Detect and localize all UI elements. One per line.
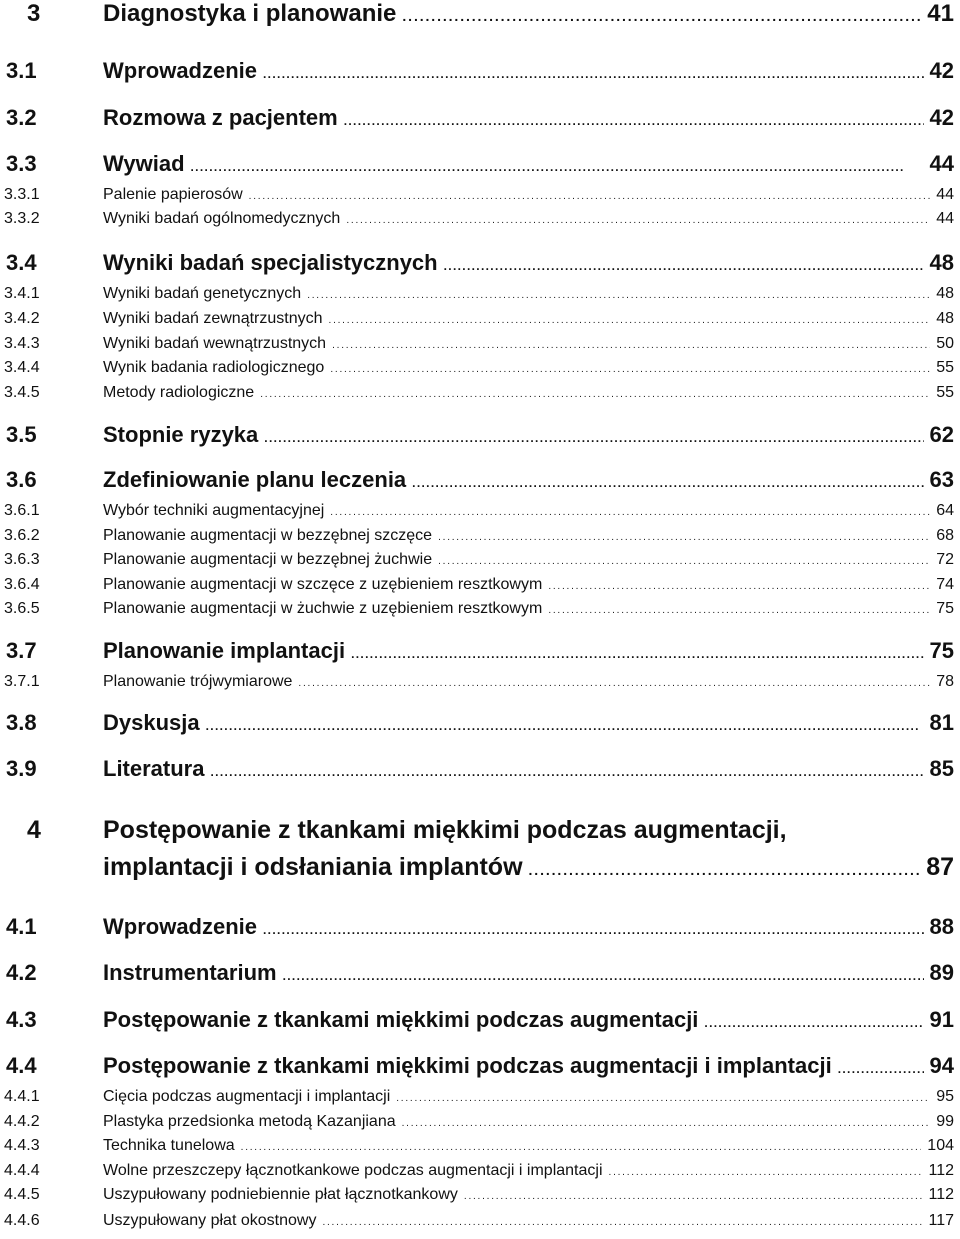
page-number: 50 <box>936 335 954 352</box>
entry-number: 4.4.3 <box>4 1137 40 1154</box>
dot-leader <box>260 389 930 400</box>
dot-leader <box>206 719 924 733</box>
page-number: 55 <box>936 384 954 401</box>
page-number: 104 <box>927 1137 954 1154</box>
dot-leader <box>412 476 923 490</box>
page-number: 81 <box>929 710 954 735</box>
entry-title[interactable]: Postępowanie z tkankami miękkimi podczas augmentacji i implantacji <box>103 1053 832 1078</box>
entry-number: 3.1 <box>6 58 37 83</box>
entry-title[interactable]: Uszypułowany płat okostnowy <box>103 1212 317 1229</box>
dot-leader <box>298 678 930 689</box>
page-number: 44 <box>929 151 954 176</box>
entry-number: 4.4.5 <box>4 1186 40 1203</box>
entry-title[interactable]: Wybór techniki augmentacyjnej <box>103 502 325 519</box>
entry-number: 3.5 <box>6 422 37 447</box>
dot-leader <box>464 1191 923 1202</box>
entry-title[interactable]: Planowanie augmentacji w szczęce z uzębieniem resztkowym <box>103 576 543 593</box>
entry-title[interactable]: Cięcia podczas augmentacji i implantacji <box>103 1088 391 1105</box>
page-number: 44 <box>936 210 954 227</box>
page-number: 112 <box>928 1162 954 1179</box>
page-number: 78 <box>936 673 954 690</box>
dot-leader <box>329 315 931 326</box>
entry-number: 3.4.3 <box>4 335 40 352</box>
page-number: 99 <box>936 1113 954 1130</box>
page-number: 117 <box>928 1212 954 1229</box>
entry-number: 3.3.1 <box>4 186 40 203</box>
entry-number: 3.6.2 <box>4 527 40 544</box>
dot-leader <box>264 431 923 445</box>
entry-title[interactable]: Technika tunelowa <box>103 1137 235 1154</box>
chapter-number: 4 <box>27 816 41 844</box>
dot-leader <box>249 191 931 202</box>
page-number: 88 <box>929 914 954 939</box>
entry-number: 3.6.4 <box>4 576 40 593</box>
entry-title[interactable]: Wynik badania radiologicznego <box>103 359 325 376</box>
entry-number: 3.4.2 <box>4 310 40 327</box>
entry-number: 3.6.5 <box>4 600 40 617</box>
dot-leader <box>444 259 924 273</box>
entry-number: 3.8 <box>6 710 37 735</box>
entry-number: 4.4.2 <box>4 1113 40 1130</box>
entry-title[interactable]: Wprowadzenie <box>103 58 258 83</box>
dot-leader <box>704 1016 923 1030</box>
entry-title[interactable]: Wolne przeszczepy łącznotkankowe podczas augmentacji i implantacji <box>103 1162 603 1179</box>
page-number: 75 <box>936 600 954 617</box>
dot-leader <box>322 1217 922 1228</box>
entry-title[interactable]: Wyniki badań ogólnomedycznych <box>103 210 341 227</box>
entry-title[interactable]: Planowanie trójwymiarowe <box>103 673 293 690</box>
page-number: 63 <box>929 467 954 492</box>
entry-number: 3.6.1 <box>4 502 40 519</box>
page-number: 64 <box>936 502 954 519</box>
entry-title[interactable]: Wprowadzenie <box>103 914 258 939</box>
entry-title[interactable]: Palenie papierosów <box>103 186 243 203</box>
page-number: 75 <box>929 638 954 663</box>
entry-title[interactable]: Wyniki badań specjalistycznych <box>103 250 438 275</box>
dot-leader <box>241 1142 922 1153</box>
dot-leader <box>191 160 924 174</box>
page-number: 74 <box>936 576 954 593</box>
entry-number: 3.7.1 <box>4 673 40 690</box>
dot-leader <box>838 1062 924 1076</box>
chapter-title-line-1[interactable]: Postępowanie z tkankami miękkimi podczas augmentacji, <box>103 816 787 844</box>
page-number: 85 <box>929 756 954 781</box>
entry-title[interactable]: Literatura <box>103 756 205 781</box>
entry-number: 3.6 <box>6 467 37 492</box>
entry-title[interactable]: Postępowanie z tkankami miękkimi podczas augmentacji <box>103 1007 699 1032</box>
entry-number: 4.4.6 <box>4 1212 40 1229</box>
entry-number: 3.9 <box>6 756 37 781</box>
entry-title[interactable]: Planowanie augmentacji w bezzębnej żuchwie <box>103 551 433 568</box>
chapter-title-line-2[interactable]: implantacji i odsłaniania implantów <box>103 853 523 881</box>
entry-number: 4.4.4 <box>4 1162 40 1179</box>
dot-leader <box>548 581 930 592</box>
page-number: 91 <box>929 1007 954 1032</box>
dot-leader <box>402 1118 931 1129</box>
dot-leader <box>307 290 930 301</box>
entry-title[interactable]: Wyniki badań wewnątrzustnych <box>103 335 327 352</box>
chapter-heading <box>0 816 960 886</box>
dot-leader <box>283 969 924 983</box>
chapter-number: 3 <box>27 0 41 27</box>
entry-number: 4.2 <box>6 960 37 985</box>
dot-leader <box>332 340 930 351</box>
page-number: 48 <box>936 285 954 302</box>
entry-title[interactable]: Planowanie implantacji <box>103 638 346 663</box>
entry-number: 3.7 <box>6 638 37 663</box>
chapter-title[interactable]: Diagnostyka i planowanie <box>103 0 397 27</box>
entry-number: 3.4 <box>6 250 37 275</box>
page-number: 72 <box>936 551 954 568</box>
dot-leader <box>330 507 930 518</box>
dot-leader <box>263 923 924 937</box>
entry-title[interactable]: Wyniki badań genetycznych <box>103 285 302 302</box>
entry-number: 3.4.1 <box>4 285 40 302</box>
page-number: 48 <box>936 310 954 327</box>
entry-title[interactable]: Zdefiniowanie planu leczenia <box>103 467 407 492</box>
entry-number: 4.1 <box>6 914 37 939</box>
entry-title[interactable]: Planowanie augmentacji w żuchwie z uzębieniem resztkowym <box>103 600 543 617</box>
page-number: 89 <box>929 960 954 985</box>
entry-number: 4.4 <box>6 1053 37 1078</box>
entry-number: 3.3 <box>6 151 37 176</box>
entry-number: 4.4.1 <box>4 1088 40 1105</box>
page-number: 95 <box>936 1088 954 1105</box>
entry-number: 3.2 <box>6 105 37 130</box>
entry-title[interactable]: Planowanie augmentacji w bezzębnej szczęce <box>103 527 433 544</box>
dot-leader <box>438 556 930 567</box>
entry-number: 3.4.4 <box>4 359 40 376</box>
dot-leader <box>402 8 921 24</box>
chapter-heading <box>0 0 960 30</box>
page-number: 68 <box>936 527 954 544</box>
page-number: 44 <box>936 186 954 203</box>
entry-number: 3.3.2 <box>4 210 40 227</box>
dot-leader <box>210 765 923 779</box>
dot-leader <box>330 364 930 375</box>
page-number: 48 <box>929 250 954 275</box>
dot-leader <box>263 67 924 81</box>
entry-number: 3.4.5 <box>4 384 40 401</box>
entry-title[interactable]: Rozmowa z pacjentem <box>103 105 338 130</box>
page-number: 42 <box>929 58 954 83</box>
dot-leader <box>351 647 923 661</box>
page-number: 94 <box>929 1053 954 1078</box>
entry-title[interactable]: Instrumentarium <box>103 960 277 985</box>
dot-leader <box>438 532 930 543</box>
dot-leader <box>529 862 921 878</box>
dot-leader <box>548 605 930 616</box>
dot-leader <box>396 1093 930 1104</box>
dot-leader <box>609 1167 923 1178</box>
page-number: 55 <box>936 359 954 376</box>
entry-number: 4.3 <box>6 1007 37 1032</box>
entry-title[interactable]: Uszypułowany podniebiennie płat łącznotkankowy <box>103 1186 458 1203</box>
entry-title[interactable]: Wyniki badań zewnątrzustnych <box>103 310 323 327</box>
page-number: 112 <box>928 1186 954 1203</box>
entry-title[interactable]: Stopnie ryzyka <box>103 422 259 447</box>
page-number: 42 <box>929 105 954 130</box>
entry-title[interactable]: Dyskusja <box>103 710 200 735</box>
dot-leader <box>344 114 924 128</box>
entry-title[interactable]: Metody radiologiczne <box>103 384 255 401</box>
page-number: 87 <box>926 853 954 881</box>
entry-number: 3.6.3 <box>4 551 40 568</box>
entry-title[interactable]: Plastyka przedsionka metodą Kazanjiana <box>103 1113 396 1130</box>
entry-title[interactable]: Wywiad <box>103 151 185 176</box>
page-number: 62 <box>929 422 954 447</box>
page-number: 41 <box>927 0 954 27</box>
dot-leader <box>346 215 930 226</box>
